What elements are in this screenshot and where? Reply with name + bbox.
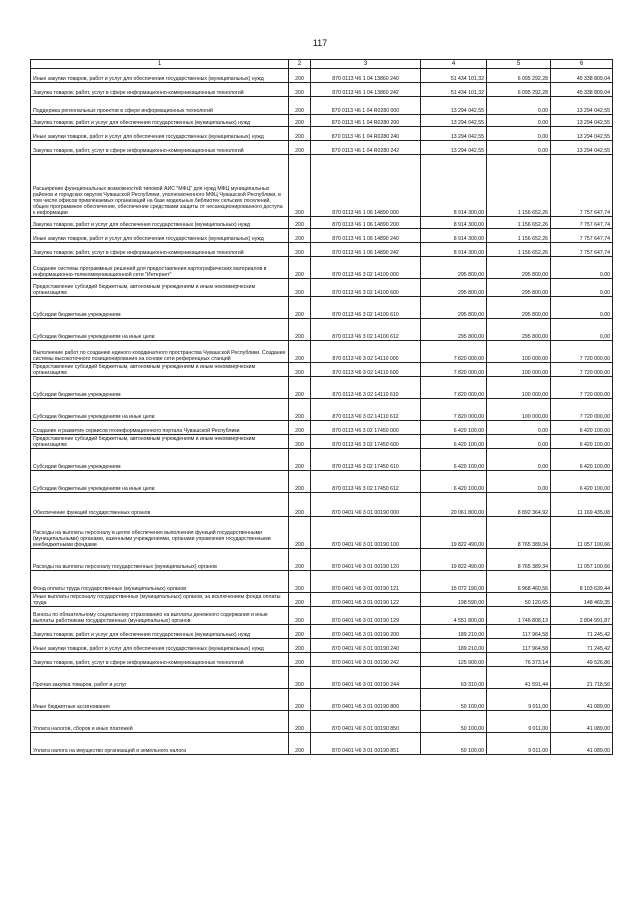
row-col6-cell: 7 757 647,74 [551,229,613,243]
row-code-cell: 870 0401 Ч6 3 01 00190 850 [311,711,421,733]
row-code-cell: 870 0113 Ч6 1 04 R0280 240 [311,127,421,141]
row-col6-cell: 13 294 042,55 [551,97,613,115]
row-col4-cell: 19 822 490,00 [421,549,487,571]
row-col2-cell: 200 [289,217,311,229]
row-code-cell: 870 0113 Ч6 3 02 14100 000 [311,257,421,279]
table-row [31,115,613,127]
row-name-cell: Расходы на выплаты персоналу в целях обеспечения выполнения функций государственными (муниципальными) органами, казенными учреждениями, органами управления государственными внебюджетными фондами [31,517,289,549]
row-code-cell: 870 0401 Ч6 3 01 00190 244 [311,667,421,689]
row-col5-cell: 76 373,14 [487,653,551,667]
row-code-cell: 870 0113 Ч6 3 02 14100 612 [311,319,421,341]
row-name-cell: Закупка товаров, работ и услуг для обеспечения государственных (муниципальных) нужд [31,115,289,127]
row-name-cell: Предоставление субсидий бюджетным, автономным учреждениям и иным некоммерческим организациям [31,279,289,297]
row-name-cell: Расширение функциональных возможностей типовой АИС "МФЦ" для нужд МФЦ муниципальных районов и городских округов Чувашской Республики, уполномоченного МФЦ Чувашской Республики, в том числе офисов привлекаемых организаций на базе модельных библиотек сельских поселений, общее программное обеспечение, обеспечение средствами защиты от несанкционированного доступа к информации [31,155,289,217]
row-col6-cell: 6 420 100,00 [551,435,613,449]
row-col6-cell: 21 718,56 [551,667,613,689]
row-col5-cell: 8 765 389,34 [487,517,551,549]
row-col4-cell: 51 434 101,32 [421,69,487,83]
row-col4-cell: 189 210,00 [421,639,487,653]
row-col4-cell: 6 420 100,00 [421,435,487,449]
row-col5-cell: 50 120,65 [487,593,551,607]
row-code-cell: 870 0113 Ч6 3 02 17450 600 [311,435,421,449]
table-row [31,435,613,449]
row-col6-cell: 0,00 [551,319,613,341]
row-name-cell: Иные бюджетные ассигнования [31,689,289,711]
row-col2-cell: 200 [289,377,311,399]
row-col6-cell: 2 804 991,87 [551,607,613,625]
row-col2-cell: 200 [289,141,311,155]
row-col6-cell: 71 245,42 [551,625,613,639]
row-col2-cell: 200 [289,625,311,639]
row-col2-cell: 200 [289,593,311,607]
row-name-cell: Закупка товаров, работ, услуг в сфере информационно-коммуникационных технологий [31,83,289,97]
row-col4-cell: 51 434 101,32 [421,83,487,97]
row-col2-cell: 200 [289,571,311,593]
table-row [31,363,613,377]
row-col2-cell: 200 [289,667,311,689]
header-cell: 6 [551,60,613,69]
table-row [31,83,613,97]
table-row [31,593,613,607]
row-col6-cell: 0,00 [551,279,613,297]
row-col2-cell: 200 [289,115,311,127]
row-code-cell: 870 0401 Ч6 3 01 00190 240 [311,639,421,653]
row-col4-cell: 20 061 800,00 [421,493,487,517]
row-col6-cell: 148 469,35 [551,593,613,607]
row-name-cell: Субсидии бюджетным учреждениям на иные цели [31,399,289,421]
row-code-cell: 870 0401 Ч6 3 01 00190 242 [311,653,421,667]
row-col6-cell: 6 420 100,00 [551,449,613,471]
row-col2-cell: 200 [289,297,311,319]
row-code-cell: 870 0113 Ч6 1 06 14890 240 [311,229,421,243]
row-col2-cell: 200 [289,363,311,377]
row-col5-cell: 8 765 389,34 [487,549,551,571]
row-col5-cell: 295 800,00 [487,297,551,319]
row-col6-cell: 41 089,00 [551,689,613,711]
row-name-cell: Уплата налогов, сборов и иных платежей [31,711,289,733]
row-col4-cell: 63 310,00 [421,667,487,689]
table-row [31,141,613,155]
row-col5-cell: 117 964,58 [487,625,551,639]
row-col6-cell: 6 420 100,00 [551,421,613,435]
table-row [31,667,613,689]
row-col6-cell: 11 169 435,08 [551,493,613,517]
row-code-cell: 870 0113 Ч6 3 02 14100 600 [311,279,421,297]
row-col4-cell: 13 294 042,55 [421,115,487,127]
row-col2-cell: 200 [289,711,311,733]
row-col5-cell: 1 156 652,26 [487,217,551,229]
row-col4-cell: 13 294 042,55 [421,97,487,115]
row-code-cell: 870 0401 Ч6 3 01 00190 121 [311,571,421,593]
row-col4-cell: 7 820 000,00 [421,341,487,363]
row-col6-cell: 71 245,42 [551,639,613,653]
row-name-cell: Фонд оплаты труда государственных (муниципальных) органов [31,571,289,593]
table-row [31,229,613,243]
row-name-cell: Иные выплаты персоналу государственных (муниципальных) органов, за исключением фонда оплаты труда [31,593,289,607]
row-col5-cell: 1 156 652,26 [487,155,551,217]
row-col6-cell: 7 720 000,00 [551,341,613,363]
row-col6-cell: 7 757 647,74 [551,243,613,257]
table-row [31,399,613,421]
row-name-cell: Прочая закупка товаров, работ и услуг [31,667,289,689]
row-col4-cell: 8 914 300,00 [421,217,487,229]
table-row [31,279,613,297]
row-col5-cell: 6 095 292,28 [487,69,551,83]
table-row [31,639,613,653]
row-col2-cell: 200 [289,229,311,243]
row-col5-cell: 1 156 652,26 [487,229,551,243]
row-col5-cell: 6 968 460,56 [487,571,551,593]
row-col4-cell: 295 800,00 [421,279,487,297]
row-col4-cell: 295 800,00 [421,319,487,341]
row-col6-cell: 7 720 000,00 [551,399,613,421]
row-col4-cell: 8 914 300,00 [421,229,487,243]
row-name-cell: Поддержка региональных проектов в сфере информационных технологий [31,97,289,115]
row-col6-cell: 11 057 100,66 [551,517,613,549]
header-cell: 4 [421,60,487,69]
row-col4-cell: 295 800,00 [421,257,487,279]
row-col4-cell: 7 820 000,00 [421,377,487,399]
row-col2-cell: 200 [289,493,311,517]
row-code-cell: 870 0113 Ч6 3 02 14100 610 [311,297,421,319]
row-col2-cell: 200 [289,517,311,549]
row-col2-cell: 200 [289,639,311,653]
row-code-cell: 870 0113 Ч6 3 02 14110 610 [311,377,421,399]
table-row [31,733,613,755]
row-col5-cell: 9 011,00 [487,689,551,711]
header-cell: 5 [487,60,551,69]
row-col6-cell: 45 338 809,04 [551,83,613,97]
row-col4-cell: 8 914 300,00 [421,243,487,257]
row-name-cell: Уплата налога на имущество организаций и земельного налога [31,733,289,755]
table-row [31,571,613,593]
row-code-cell: 870 0401 Ч6 3 01 00190 000 [311,493,421,517]
table-row [31,217,613,229]
row-col6-cell: 6 420 100,00 [551,471,613,493]
row-col5-cell: 100 000,00 [487,399,551,421]
row-name-cell: Субсидии бюджетным учреждениям [31,377,289,399]
table-row [31,97,613,115]
row-col5-cell: 0,00 [487,421,551,435]
row-name-cell: Предоставление субсидий бюджетным, автономным учреждениям и иным некоммерческим организациям [31,435,289,449]
row-col5-cell: 0,00 [487,141,551,155]
row-col2-cell: 200 [289,549,311,571]
row-col2-cell: 200 [289,319,311,341]
row-name-cell: Субсидии бюджетным учреждениям на иные цели [31,319,289,341]
row-col6-cell: 45 338 809,04 [551,69,613,83]
row-col5-cell: 1 746 808,13 [487,607,551,625]
row-name-cell: Закупка товаров, работ и услуг для обеспечения государственных (муниципальных) нужд [31,217,289,229]
table-row [31,127,613,141]
row-code-cell: 870 0113 Ч6 1 06 14890 200 [311,217,421,229]
row-name-cell: Расходы на выплаты персоналу государственных (муниципальных) органов [31,549,289,571]
row-name-cell: Иные закупки товаров, работ и услуг для обеспечения государственных (муниципальных) нужд [31,127,289,141]
row-col6-cell: 7 720 000,00 [551,377,613,399]
row-col5-cell: 0,00 [487,115,551,127]
row-col4-cell: 7 820 000,00 [421,363,487,377]
row-col4-cell: 13 294 042,55 [421,127,487,141]
row-col2-cell: 200 [289,689,311,711]
row-col4-cell: 6 420 100,00 [421,449,487,471]
row-col4-cell: 50 100,00 [421,711,487,733]
table-row [31,421,613,435]
row-col2-cell: 200 [289,421,311,435]
budget-table [30,59,613,755]
table-row [31,625,613,639]
row-col4-cell: 15 072 190,00 [421,571,487,593]
row-col5-cell: 6 095 292,28 [487,83,551,97]
table-row [31,689,613,711]
row-col6-cell: 11 057 100,66 [551,549,613,571]
row-col4-cell: 50 100,00 [421,733,487,755]
row-col4-cell: 50 100,00 [421,689,487,711]
row-code-cell: 870 0401 Ч6 3 01 00190 851 [311,733,421,755]
row-col2-cell: 200 [289,449,311,471]
row-code-cell: 870 0113 Ч6 1 04 R0280 000 [311,97,421,115]
row-col6-cell: 13 294 042,55 [551,127,613,141]
table-row [31,243,613,257]
row-col5-cell: 9 011,00 [487,711,551,733]
row-col2-cell: 200 [289,155,311,217]
row-col6-cell: 41 089,00 [551,711,613,733]
table-row [31,549,613,571]
row-name-cell: Субсидии бюджетным учреждениям на иные цели [31,471,289,493]
row-code-cell: 870 0401 Ч6 3 01 00190 800 [311,689,421,711]
row-name-cell: Закупка товаров, работ, услуг в сфере информационно-коммуникационных технологий [31,141,289,155]
row-name-cell: Создание системы программных решений для предоставления картографических материалов в информационно-телекоммуникационной сети "Интернет" [31,257,289,279]
row-name-cell: Субсидии бюджетным учреждениям [31,297,289,319]
row-col4-cell: 19 822 490,00 [421,517,487,549]
row-name-cell: Иные закупки товаров, работ и услуг для обеспечения государственных (муниципальных) нужд [31,229,289,243]
table-row [31,449,613,471]
table-row [31,711,613,733]
row-col2-cell: 200 [289,607,311,625]
row-col2-cell: 200 [289,69,311,83]
row-name-cell: Субсидии бюджетным учреждениям [31,449,289,471]
row-col6-cell: 13 294 042,55 [551,115,613,127]
header-cell: 3 [311,60,421,69]
row-col5-cell: 295 800,00 [487,279,551,297]
row-name-cell: Обеспечение функций государственных органов [31,493,289,517]
table-row [31,493,613,517]
row-name-cell: Иные закупки товаров, работ и услуг для обеспечения государственных (муниципальных) нужд [31,639,289,653]
row-code-cell: 870 0113 Ч6 3 02 14110 600 [311,363,421,377]
row-col6-cell: 49 526,86 [551,653,613,667]
row-col4-cell: 198 590,00 [421,593,487,607]
row-code-cell: 870 0113 Ч6 1 06 14890 000 [311,155,421,217]
row-col2-cell: 200 [289,243,311,257]
row-col5-cell: 9 011,00 [487,733,551,755]
row-code-cell: 870 0113 Ч6 3 02 14110 612 [311,399,421,421]
row-name-cell: Создание и развитие сервисов геоинформационного портала Чувашской Республики [31,421,289,435]
row-code-cell: 870 0401 Ч6 3 01 00190 129 [311,607,421,625]
row-name-cell: Выполнение работ по созданию единого координатного пространства Чувашской Республики. Создание системы высокоточного позиционирования на основе сети референцных станций [31,341,289,363]
row-col2-cell: 200 [289,653,311,667]
row-code-cell: 870 0113 Ч6 1 04 13860 240 [311,69,421,83]
row-code-cell: 870 0113 Ч6 1 04 13860 242 [311,83,421,97]
row-code-cell: 870 0113 Ч6 1 04 R0280 242 [311,141,421,155]
row-col5-cell: 100 000,00 [487,363,551,377]
row-col2-cell: 200 [289,471,311,493]
table-row [31,319,613,341]
row-col6-cell: 7 720 000,00 [551,363,613,377]
row-name-cell: Иные закупки товаров, работ и услуг для обеспечения государственных (муниципальных) нужд [31,69,289,83]
row-col5-cell: 0,00 [487,471,551,493]
row-name-cell: Закупка товаров, работ, услуг в сфере информационно-коммуникационных технологий [31,653,289,667]
row-col6-cell: 13 294 042,55 [551,141,613,155]
row-col6-cell: 7 757 647,74 [551,155,613,217]
row-col5-cell: 1 156 652,26 [487,243,551,257]
row-code-cell: 870 0113 Ч6 3 02 14110 000 [311,341,421,363]
row-code-cell: 870 0113 Ч6 3 02 17450 612 [311,471,421,493]
row-col6-cell: 41 089,00 [551,733,613,755]
row-col4-cell: 7 820 000,00 [421,399,487,421]
row-col6-cell: 0,00 [551,297,613,319]
row-col4-cell: 13 294 042,55 [421,141,487,155]
row-col5-cell: 295 800,00 [487,257,551,279]
table-row [31,471,613,493]
row-name-cell: Взносы по обязательному социальному страхованию на выплаты денежного содержания и иные выплаты работникам государственных (муниципальных) органов [31,607,289,625]
row-name-cell: Предоставление субсидий бюджетным, автономным учреждениям и иным некоммерческим организациям [31,363,289,377]
row-col5-cell: 117 964,58 [487,639,551,653]
row-col5-cell: 0,00 [487,127,551,141]
row-col5-cell: 100 000,00 [487,341,551,363]
row-col2-cell: 200 [289,83,311,97]
table-row [31,155,613,217]
row-col6-cell: 8 103 639,44 [551,571,613,593]
row-code-cell: 870 0401 Ч6 3 01 00190 100 [311,517,421,549]
header-cell: 1 [31,60,289,69]
row-col5-cell: 0,00 [487,435,551,449]
row-col2-cell: 200 [289,279,311,297]
table-row [31,517,613,549]
header-row [31,60,613,69]
row-col5-cell: 0,00 [487,97,551,115]
row-col5-cell: 295 800,00 [487,319,551,341]
row-code-cell: 870 0401 Ч6 3 01 00190 120 [311,549,421,571]
row-code-cell: 870 0113 Ч6 3 02 17450 610 [311,449,421,471]
row-col2-cell: 200 [289,435,311,449]
row-col4-cell: 295 800,00 [421,297,487,319]
row-col4-cell: 4 551 800,00 [421,607,487,625]
row-col4-cell: 189 210,00 [421,625,487,639]
table-row [31,653,613,667]
row-code-cell: 870 0113 Ч6 1 04 R0280 200 [311,115,421,127]
row-col2-cell: 200 [289,341,311,363]
row-code-cell: 870 0113 Ч6 1 06 14890 242 [311,243,421,257]
row-col2-cell: 200 [289,97,311,115]
row-col2-cell: 200 [289,399,311,421]
table-row [31,69,613,83]
table-row [31,341,613,363]
row-col6-cell: 7 757 647,74 [551,217,613,229]
row-name-cell: Закупка товаров, работ и услуг для обеспечения государственных (муниципальных) нужд [31,625,289,639]
row-col5-cell: 8 892 364,92 [487,493,551,517]
row-code-cell: 870 0113 Ч6 3 02 17450 000 [311,421,421,435]
row-col2-cell: 200 [289,733,311,755]
page-number: 117 [312,38,328,48]
row-col4-cell: 125 900,00 [421,653,487,667]
table-row [31,377,613,399]
row-col5-cell: 100 000,00 [487,377,551,399]
table-row [31,607,613,625]
table-row [31,257,613,279]
row-col4-cell: 6 420 100,00 [421,421,487,435]
row-name-cell: Закупка товаров, работ, услуг в сфере информационно-коммуникационных технологий [31,243,289,257]
table-row [31,297,613,319]
row-col5-cell: 0,00 [487,449,551,471]
row-col2-cell: 200 [289,257,311,279]
row-code-cell: 870 0401 Ч6 3 01 00190 200 [311,625,421,639]
row-col4-cell: 8 914 300,00 [421,155,487,217]
row-col6-cell: 0,00 [551,257,613,279]
row-col5-cell: 41 591,44 [487,667,551,689]
row-col2-cell: 200 [289,127,311,141]
row-code-cell: 870 0401 Ч6 3 01 00190 122 [311,593,421,607]
row-col4-cell: 6 420 100,00 [421,471,487,493]
header-cell: 2 [289,60,311,69]
